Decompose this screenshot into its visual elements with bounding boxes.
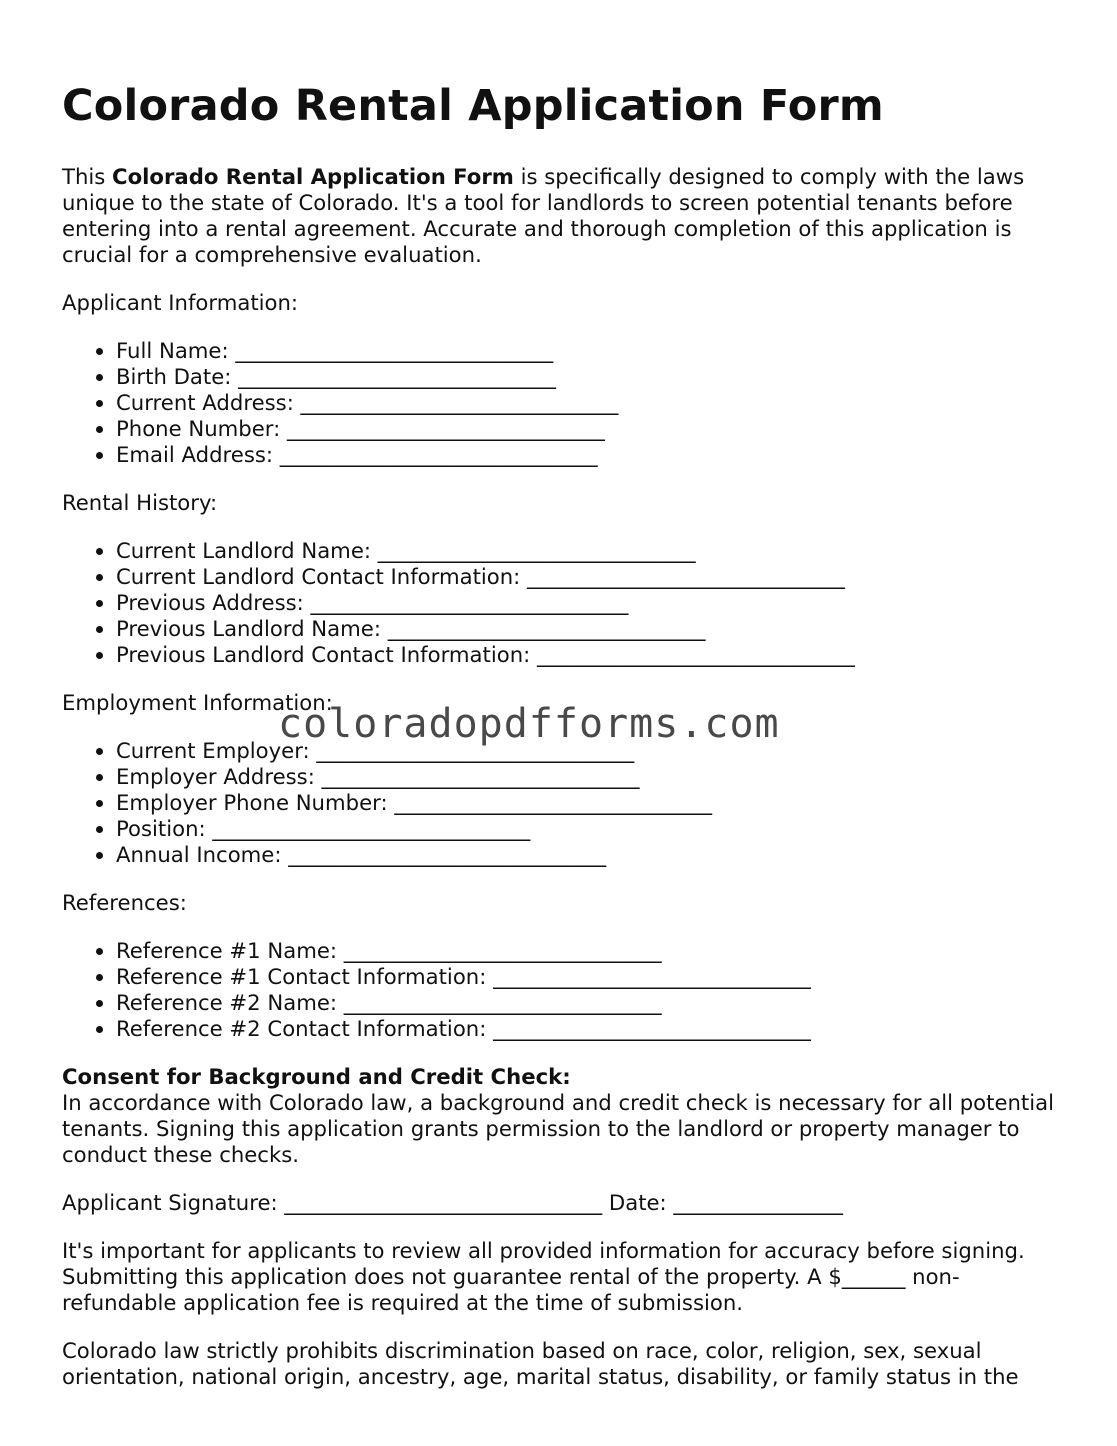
field-reference-1-contact: • Reference #1 Contact Information: ______________________________ xyxy=(116,964,1061,990)
discrimination-notice: Colorado law strictly prohibits discrimination based on race, color, religion, sex, sexual orientation, national origin, ancestry, age, marital status, disability, or family status in the xyxy=(62,1338,1019,1389)
intro-paragraph xyxy=(62,164,1061,268)
field-phone-number: • Phone Number: ______________________________ xyxy=(116,416,1061,442)
applicant-field-list xyxy=(62,338,1061,468)
document-title: Colorado Rental Application Form xyxy=(62,81,884,131)
intro-suffix: is specifically designed to comply with the laws unique to the state of Colorado. It's a tool for landlords to screen potential tenants before entering into a rental agreement. Accurate and thorough completion of this application is crucial for a comprehensive evaluation. xyxy=(62,164,1025,267)
field-employer-phone: • Employer Phone Number: ______________________________ xyxy=(116,790,1061,816)
field-position: • Position: ______________________________ xyxy=(116,816,1061,842)
field-annual-income: • Annual Income: ______________________________ xyxy=(116,842,1061,868)
review-notice: It's important for applicants to review all provided information for accuracy before signing. Submitting this application does not guarantee rental of the property. A $______ non-refundable application fee is required at the time of submission. xyxy=(62,1238,1025,1315)
field-current-landlord-contact: • Current Landlord Contact Information: ______________________________ xyxy=(116,564,1061,590)
consent-text: In accordance with Colorado law, a background and credit check is necessary for all potential tenants. Signing this application grants permission to the landlord or property manager to conduct these checks. xyxy=(62,1090,1054,1167)
section-label-references: References: xyxy=(62,890,187,915)
consent-title: Consent for Background and Credit Check: xyxy=(62,1064,571,1089)
intro-bold-form-name: Colorado Rental Application Form xyxy=(112,164,514,189)
intro-prefix: This xyxy=(62,164,113,189)
field-previous-landlord-name: • Previous Landlord Name: ______________________________ xyxy=(116,616,1061,642)
signature-date-line: Applicant Signature: ______________________________ Date: ________________ xyxy=(62,1190,843,1215)
field-previous-landlord-contact: • Previous Landlord Contact Information: ______________________________ xyxy=(116,642,1061,668)
field-reference-2-name: • Reference #2 Name: ______________________________ xyxy=(116,990,1061,1016)
field-current-employer: • Current Employer: ______________________________ xyxy=(116,738,1061,764)
employment-field-list xyxy=(62,738,1061,868)
field-reference-1-name: • Reference #1 Name: ______________________________ xyxy=(116,938,1061,964)
field-current-address: • Current Address: ______________________________ xyxy=(116,390,1061,416)
field-full-name: • Full Name: ______________________________ xyxy=(116,338,1061,364)
field-employer-address: • Employer Address: ______________________________ xyxy=(116,764,1061,790)
section-label-rental-history: Rental History: xyxy=(62,490,218,515)
rental-history-field-list xyxy=(62,538,1061,668)
watermark: coloradopdfforms.com xyxy=(278,701,780,747)
field-current-landlord-name: • Current Landlord Name: ______________________________ xyxy=(116,538,1061,564)
section-label-applicant: Applicant Information: xyxy=(62,290,299,315)
section-label-employment: Employment Information: xyxy=(62,690,333,715)
references-field-list xyxy=(62,938,1061,1042)
field-reference-2-contact: • Reference #2 Contact Information: ______________________________ xyxy=(116,1016,1061,1042)
field-previous-address: • Previous Address: ______________________________ xyxy=(116,590,1061,616)
field-email-address: • Email Address: ______________________________ xyxy=(116,442,1061,468)
field-birth-date: • Birth Date: ______________________________ xyxy=(116,364,1061,390)
